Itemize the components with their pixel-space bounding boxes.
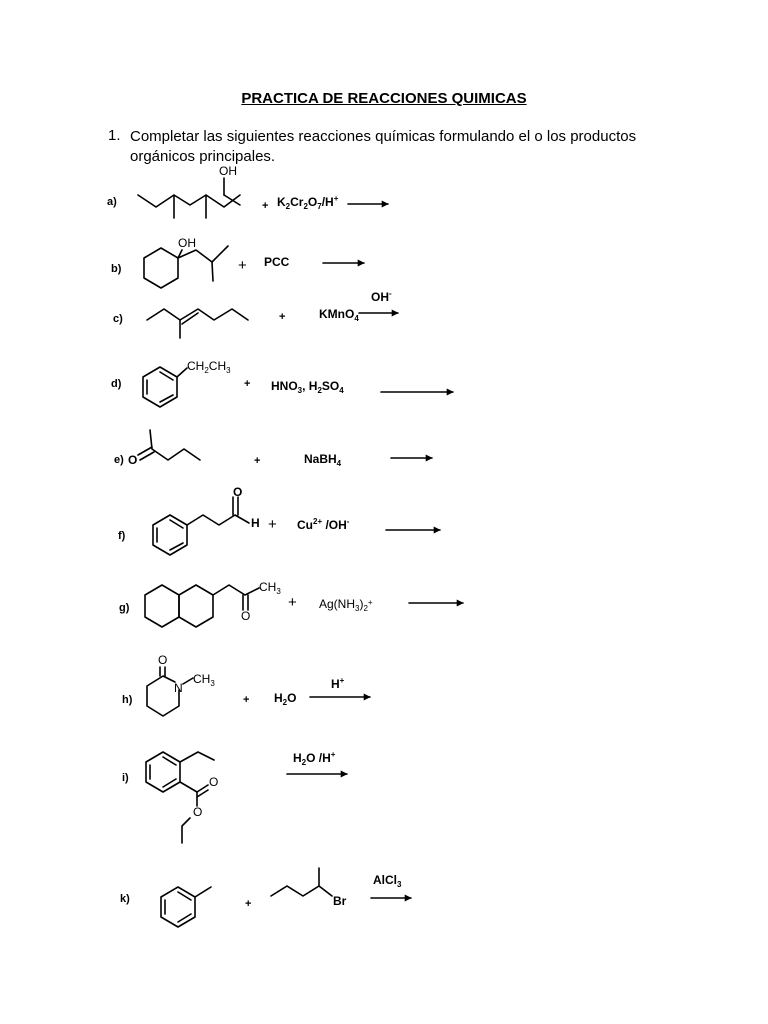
reagent-a: $K_2Cr_2O_7/H^+$ [277, 194, 339, 211]
reagent-g: $Ag(NH_3)_2^+$ [319, 597, 373, 613]
atom-label: O [209, 775, 219, 789]
molecule-f [153, 485, 260, 555]
item-label-d: d) [111, 378, 122, 390]
reaction-g [119, 580, 463, 627]
atom-label: $CH_3$ [259, 580, 281, 596]
condition-h: H+ [331, 676, 345, 691]
reaction-b [111, 236, 364, 288]
plus-sign: + [245, 898, 252, 910]
reaction-f [118, 485, 440, 555]
atom-label: O [128, 453, 138, 467]
item-label-k: k) [120, 893, 130, 905]
reagent-h: $H_2O$ [274, 691, 297, 707]
molecule-h [147, 653, 215, 716]
plus-sign: + [288, 594, 297, 611]
question-text: Completar las siguientes reacciones químicas formulando el o los productos orgánicos principales. [130, 128, 637, 165]
plus-sign: + [268, 516, 277, 533]
plus-sign: + [238, 257, 247, 274]
molecule-a [138, 164, 240, 218]
molecule-d [143, 359, 231, 407]
reagent-c: KMnO$_4$ [319, 307, 359, 323]
atom-label: O [193, 805, 203, 819]
item-label-h: h) [122, 694, 133, 706]
molecule-b [144, 236, 228, 288]
reaction-e [114, 430, 432, 468]
molecule-g [145, 580, 281, 627]
atom-label: OH [178, 236, 196, 250]
plus-sign: + [279, 311, 286, 323]
molecule-e [128, 430, 200, 467]
atom-label: O [241, 609, 251, 623]
condition-i: $H_2O$ /H+ [293, 750, 336, 767]
item-label-f: f) [118, 530, 126, 542]
atom-label: OH [219, 164, 237, 178]
condition-k: AlCl$_3$ [373, 873, 402, 889]
atom-label: O [158, 653, 168, 667]
reaction-a [107, 164, 388, 218]
atom-label: H [251, 516, 260, 530]
reagent-d: $HNO_3$, $H_2SO_4$ [271, 379, 344, 395]
item-label-g: g) [119, 602, 130, 614]
reaction-h [122, 653, 370, 716]
molecule-c [147, 309, 248, 338]
reagent-f: $Cu^{2+}$ /OH- [297, 517, 350, 532]
atom-label: $CH_3$ [193, 672, 215, 688]
reaction-c [113, 289, 398, 338]
item-label-b: b) [111, 263, 122, 275]
reagent-e: NaBH$_4$ [304, 452, 342, 468]
plus-sign: + [254, 455, 261, 467]
reaction-i [122, 750, 347, 843]
question-number: 1. [108, 127, 121, 144]
atom-label: $CH_2CH_3$ [187, 359, 231, 375]
plus-sign: + [262, 200, 269, 212]
molecule-k [161, 868, 347, 927]
item-label-e: e) [114, 454, 124, 466]
plus-sign: + [244, 378, 251, 390]
molecule-i [146, 752, 218, 843]
reaction-k [120, 868, 411, 927]
page-title: PRACTICA DE REACCIONES QUIMICAS [241, 90, 527, 107]
item-label-i: i) [122, 772, 129, 784]
plus-sign: + [243, 694, 250, 706]
reagent-b: PCC [264, 255, 290, 269]
atom-label: Br [333, 894, 347, 908]
reaction-d [111, 359, 453, 407]
condition-c: OH- [371, 289, 392, 304]
item-label-a: a) [107, 196, 117, 208]
atom-label: O [233, 485, 243, 499]
atom-label: N [174, 681, 183, 695]
item-label-c: c) [113, 313, 123, 325]
